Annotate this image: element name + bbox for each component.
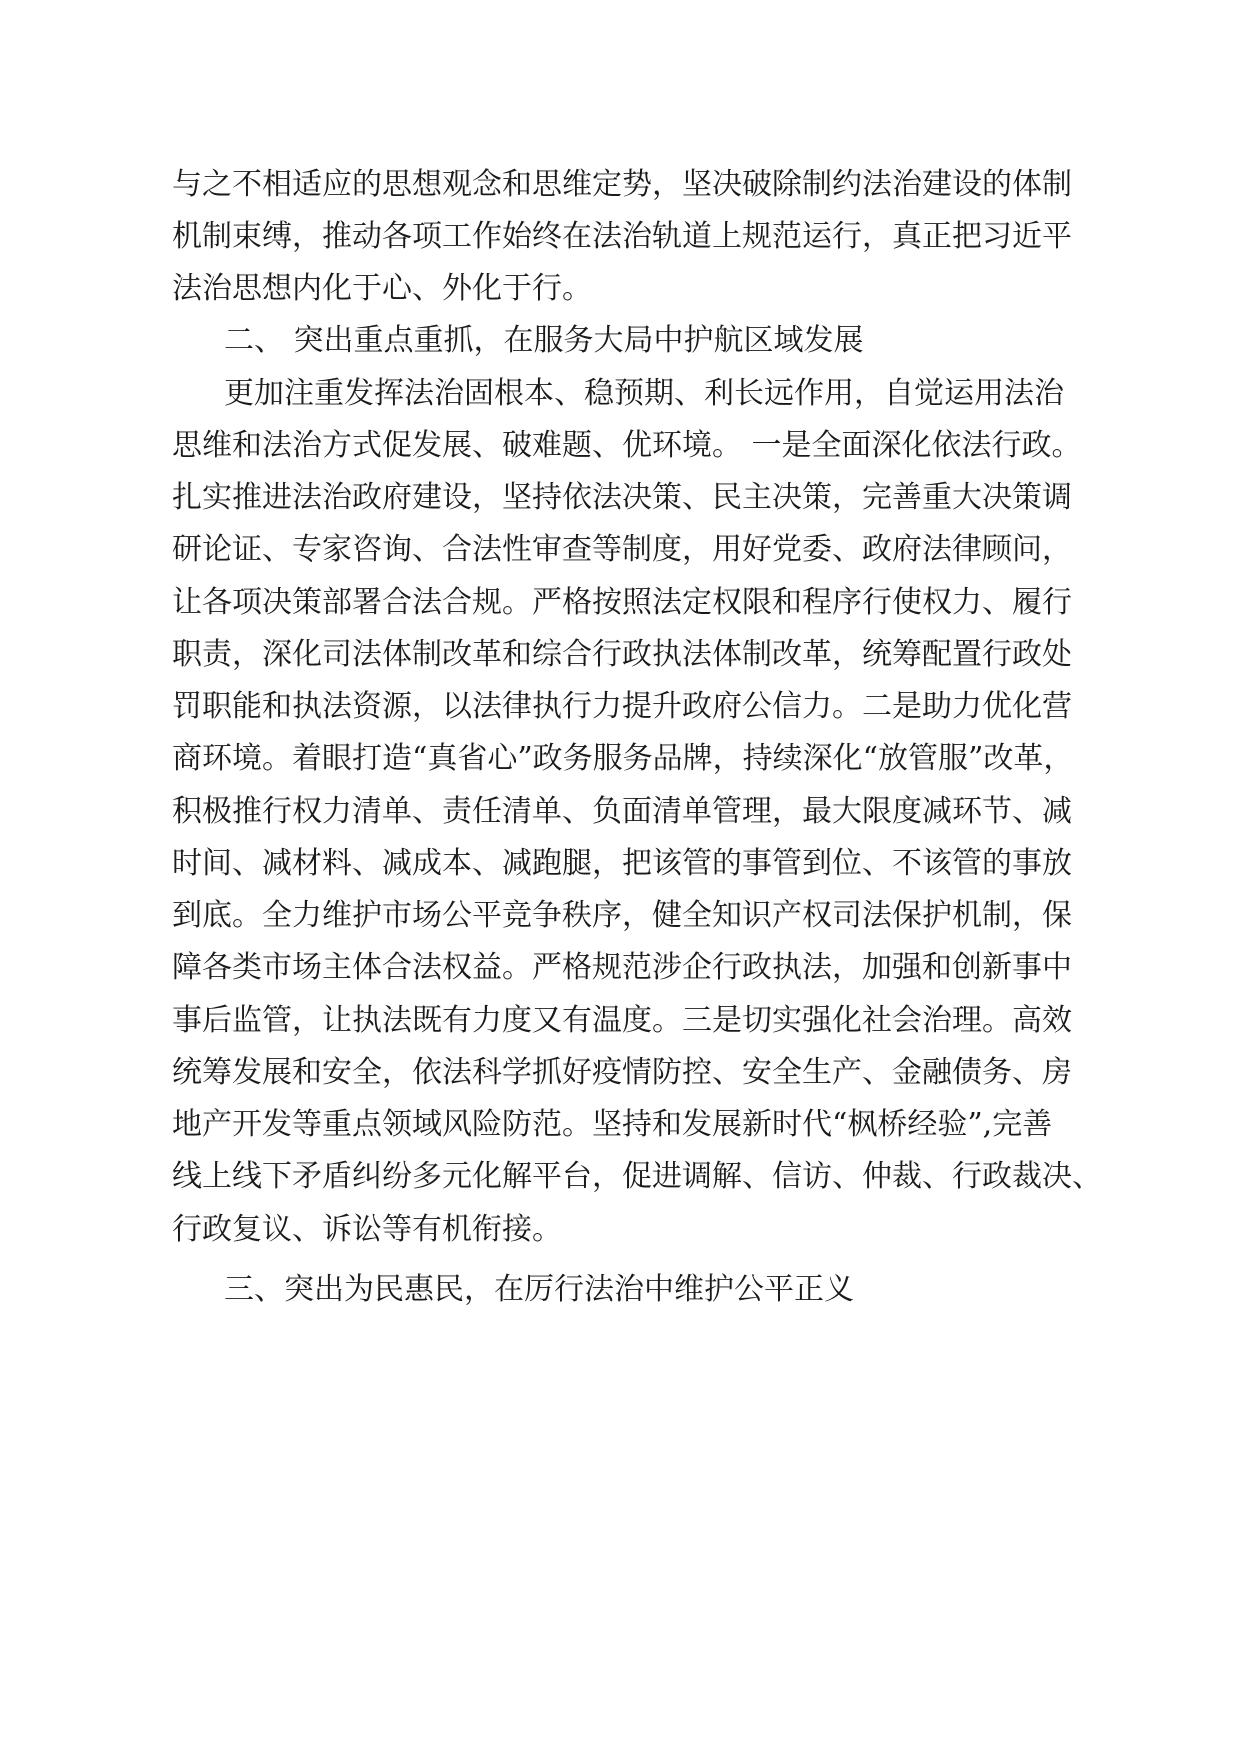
paragraph-2-line — [0, 577, 1240, 629]
paragraph-2-line — [0, 524, 1240, 576]
paragraph-2-line — [0, 733, 1240, 785]
text-line: 更加注重发挥法治固根本、稳预期、利长远作用，自觉运用法治 — [224, 376, 1064, 411]
paragraph-2-line — [0, 1151, 1240, 1203]
paragraph-1-line — [0, 263, 1240, 315]
text-line: 思维和法治方式促发展、破难题、优环境。 一是全面深化依法行政。 — [172, 428, 1082, 463]
text-line: 事后监管，让执法既有力度又有温度。三是切实强化社会治理。高效 — [172, 1003, 1072, 1038]
paragraph-2-line — [0, 995, 1240, 1047]
text-line: 到底。全力维护市场公平竞争秩序，健全知识产权司法保护机制，保 — [172, 898, 1072, 933]
heading-text: 二、 突出重点重抓，在服务大局中护航区域发展 — [224, 323, 864, 358]
paragraph-2-line — [0, 942, 1240, 994]
text-line: 时间、减材料、减成本、减跑腿，把该管的事管到位、不该管的事放 — [172, 846, 1072, 881]
text-line: 地产开发等重点领域风险防范。坚持和发展新时代“枫桥经验”,完善 — [172, 1107, 1053, 1142]
paragraph-2-line — [0, 1204, 1240, 1256]
paragraph-2-line — [0, 890, 1240, 942]
text-line: 与之不相适应的思想观念和思维定势，坚决破除制约法治建设的体制 — [172, 167, 1072, 202]
paragraph-2-line — [0, 629, 1240, 681]
text-line: 罚职能和执法资源，以法律执行力提升政府公信力。二是助力优化营 — [172, 689, 1072, 724]
paragraph-2-line — [0, 786, 1240, 838]
paragraph-2-line — [0, 681, 1240, 733]
text-line: 行政复议、诉讼等有机衔接。 — [172, 1212, 562, 1247]
section-heading-3 — [0, 1264, 1240, 1316]
paragraph-2-line — [0, 838, 1240, 890]
text-line: 扎实推进法治政府建设，坚持依法决策、民主决策，完善重大决策调 — [172, 480, 1072, 515]
text-line: 商环境。着眼打造“真省心”政务服务品牌，持续深化“放管服”改革， — [172, 741, 1074, 776]
paragraph-2-line — [0, 420, 1240, 472]
text-line: 积极推行权力清单、责任清单、负面清单管理，最大限度减环节、减 — [172, 794, 1072, 829]
paragraph-2-line — [0, 472, 1240, 524]
text-line: 法治思想内化于心、外化于行。 — [172, 271, 592, 306]
text-line: 线上线下矛盾纠纷多元化解平台，促进调解、信访、仲裁、行政裁决、 — [172, 1159, 1102, 1194]
paragraph-2-line — [0, 1047, 1240, 1099]
text-line: 统筹发展和安全，依法科学抓好疫情防控、安全生产、金融债务、房 — [172, 1055, 1072, 1090]
text-line: 障各类市场主体合法权益。严格规范涉企行政执法，加强和创新事中 — [172, 950, 1072, 985]
paragraph-1-line — [0, 211, 1240, 263]
text-line: 研论证、专家咨询、合法性审查等制度，用好党委、政府法律顾问， — [172, 532, 1072, 567]
text-line: 机制束缚，推动各项工作始终在法治轨道上规范运行，真正把习近平 — [172, 219, 1072, 254]
text-line: 让各项决策部署合法合规。严格按照法定权限和程序行使权力、履行 — [172, 585, 1072, 620]
heading-text: 三、突出为民惠民，在厉行法治中维护公平正义 — [224, 1272, 854, 1307]
section-heading-2 — [0, 315, 1240, 367]
paragraph-1-line — [0, 159, 1240, 211]
text-line: 职责，深化司法体制改革和综合行政执法体制改革，统筹配置行政处 — [172, 637, 1072, 672]
paragraph-2-line — [0, 1099, 1240, 1151]
paragraph-2-line — [0, 368, 1240, 420]
